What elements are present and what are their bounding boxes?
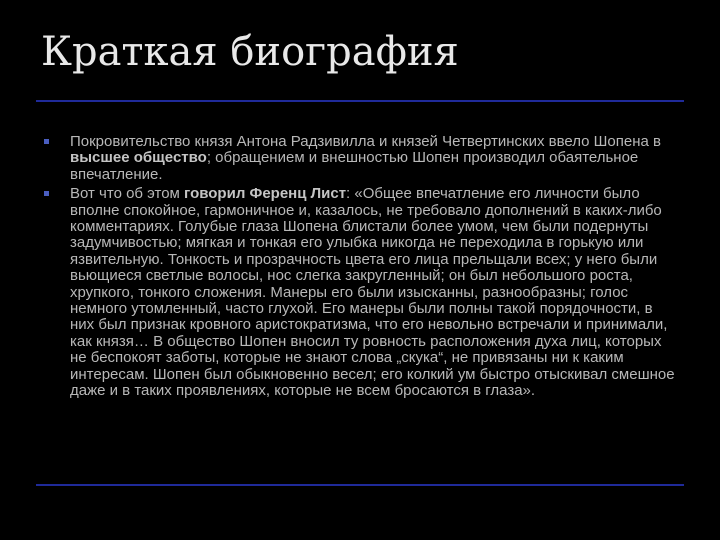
bullet-text-before: Вот что об этом — [70, 185, 185, 203]
bullet-bold-phrase: говорил Ференц Лист — [184, 185, 347, 203]
bullet-text-after: : «Общее впечатление его личности было вполне спокойное, гармоничное и, казалось, не требовало дополнений в каких-либо комментариях. Голубые глаза Шопена блистали более умом, чем были подернуты задумчивостью; мягкая и тонкая его улыбка никогда не переходила в горькую или язвительную. Тонкость и прозрачность цвета его лица прельщали всех; у него были вьющиеся светлые волосы, нос слегка закругленный; он был небольшого роста, хрупкого, тонкого сложения. Манеры его были изысканны, разнообразны; голос немного утомленный, часто глухой. Его манеры были полны такой порядочности, в них был признак кровного аристократизма, что его невольно встречали и принимали, как князя… В общество Шопен вносил ту ровность расположения духа лиц, которых не беспокоят заботы, которые не знают слова „скука“, не привязаны ни к каким интересам. Шопен был обыкновенно весел; его колкий ум быстро отыскивал смешное даже и в таких проявлениях, которые не всем бросаются в глаза». — [70, 185, 675, 400]
footer-divider — [36, 484, 684, 486]
bullet-bold-phrase: высшее общество — [70, 149, 207, 167]
bullet-item-patronage — [44, 134, 680, 183]
square-bullet-icon — [44, 191, 49, 196]
title-divider — [36, 100, 684, 102]
slide-title: Краткая биография — [41, 29, 459, 75]
bullet-item-liszt-quote — [44, 186, 680, 399]
square-bullet-icon — [44, 139, 49, 144]
bullet-text-after: ; обращением и внешностью Шопен производил обаятельное впечатление. — [70, 149, 639, 183]
bullet-list — [44, 134, 680, 403]
bullet-text-before: Покровительство князя Антона Радзивилла и князей Четвертинских ввело Шопена в — [70, 133, 661, 150]
